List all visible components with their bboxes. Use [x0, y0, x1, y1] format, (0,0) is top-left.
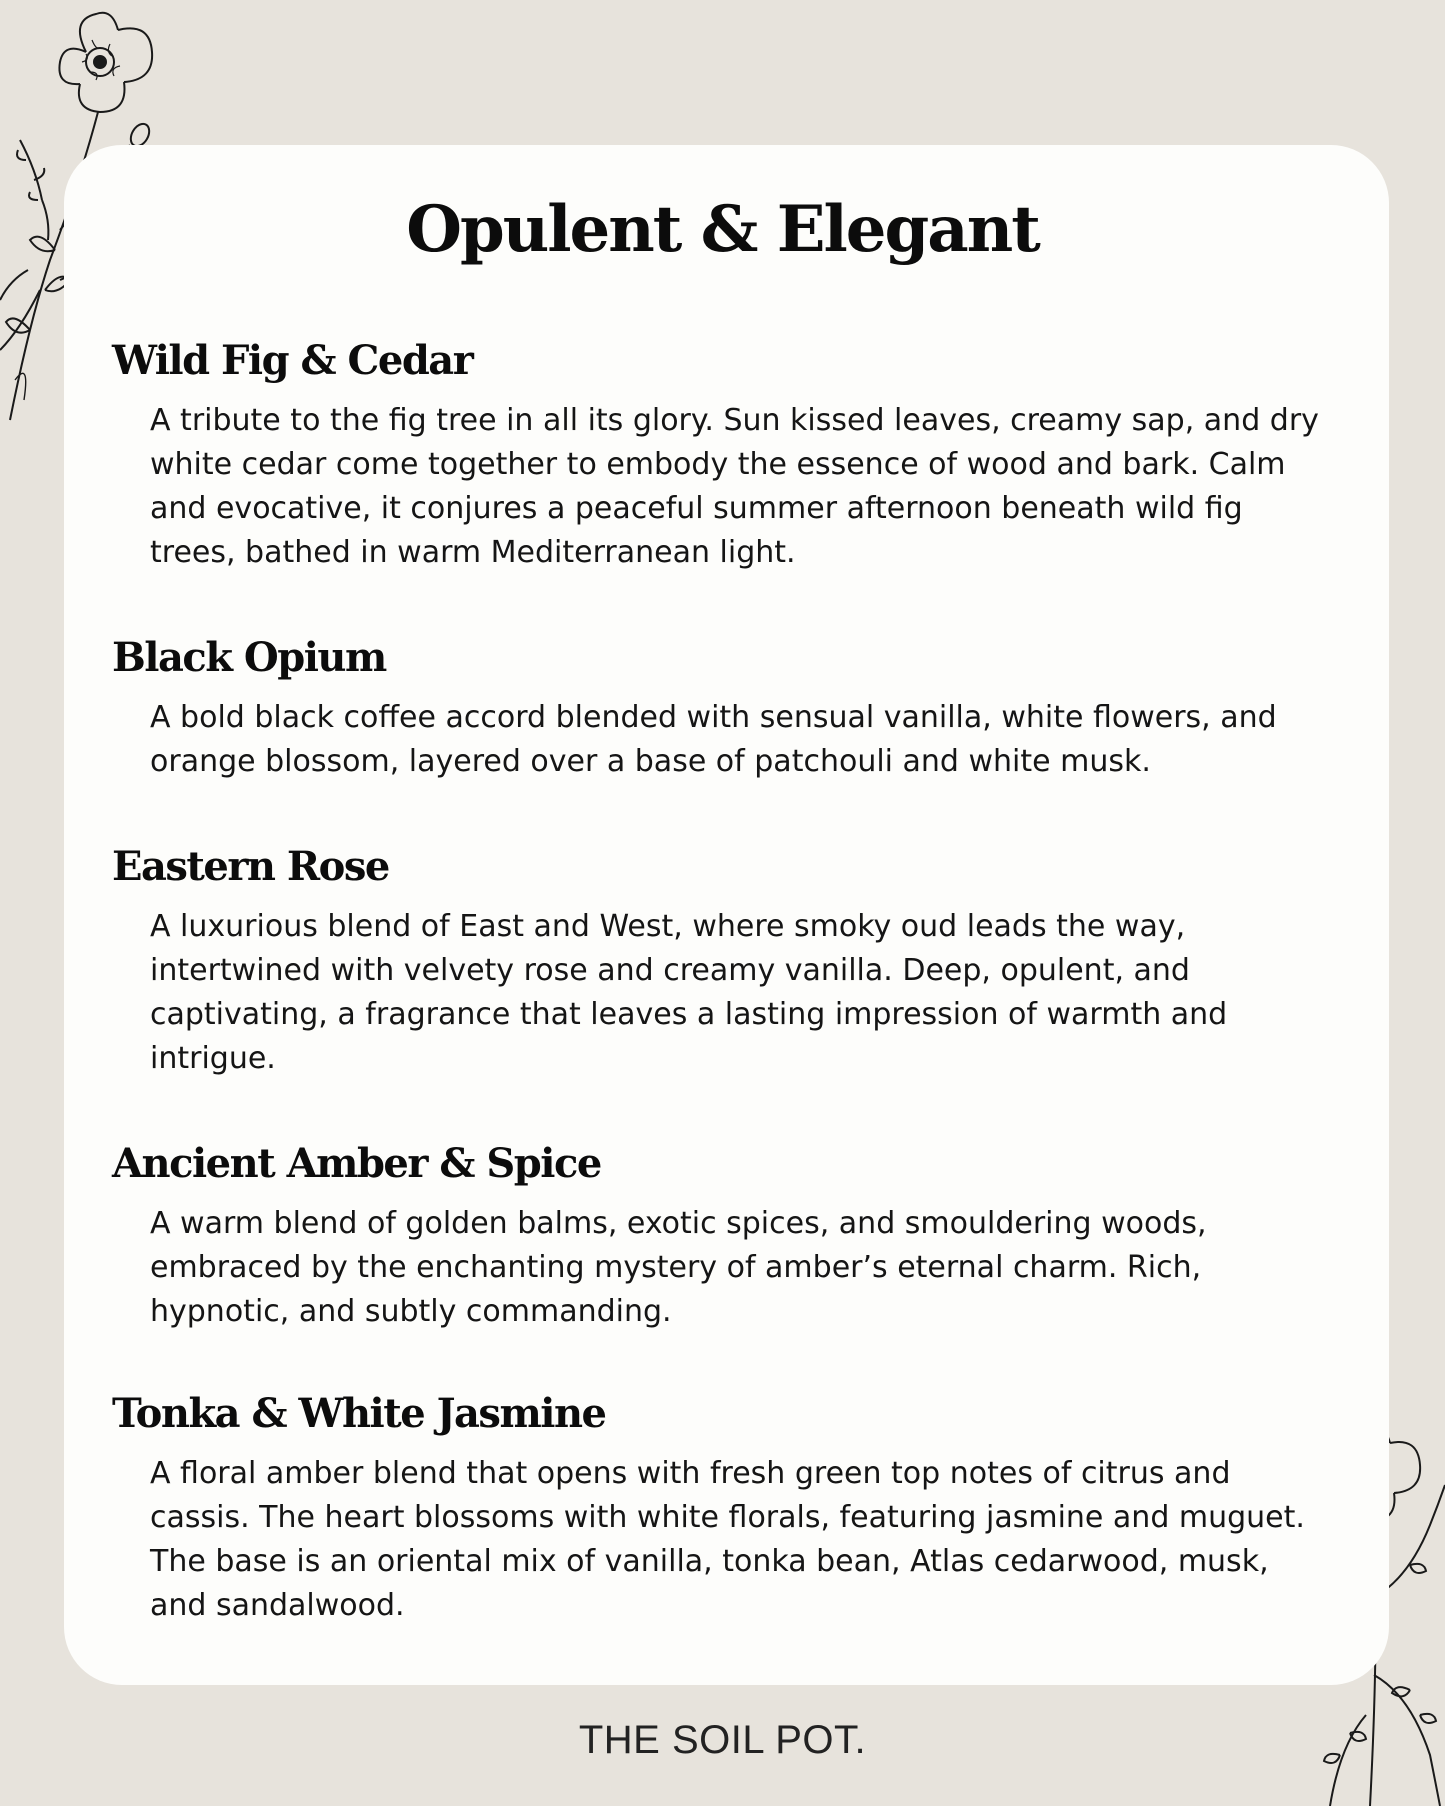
- scent-description: A bold black coffee accord blended with sensual vanilla, white flowers, and orange blossom, layered over a base of patchouli and white musk.: [150, 700, 1277, 779]
- scent-section-ancient-amber-spice: [112, 1136, 1322, 1334]
- scent-heading: Eastern Rose: [112, 843, 389, 890]
- scent-description: A luxurious blend of East and West, where smoky oud leads the way, intertwined with velvety rose and creamy vanilla. Deep, opulent, and captivating, a fragrance that leaves a lasting impression of warmth and intrigue.: [150, 909, 1228, 1076]
- page-title: Opulent & Elegant: [406, 192, 1039, 267]
- scent-section-wild-fig-cedar: [112, 333, 1322, 575]
- scent-section-eastern-rose: [112, 839, 1322, 1081]
- scent-heading: Ancient Amber & Spice: [112, 1140, 601, 1187]
- scent-section-tonka-white-jasmine: [112, 1386, 1322, 1628]
- scent-heading: Wild Fig & Cedar: [112, 337, 473, 384]
- scent-description: A floral amber blend that opens with fresh green top notes of citrus and cassis. The heart blossoms with white florals, featuring jasmine and muguet. The base is an oriental mix of vanilla, tonka bean, Atlas cedarwood, musk, and sandalwood.: [150, 1456, 1305, 1623]
- scent-heading: Tonka & White Jasmine: [112, 1390, 606, 1437]
- scent-section-black-opium: [112, 630, 1322, 784]
- scent-description: A warm blend of golden balms, exotic spices, and smouldering woods, embraced by the enchanting mystery of amber’s eternal charm. Rich, hypnotic, and subtly commanding.: [150, 1206, 1207, 1329]
- brand-footer: THE SOIL POT.: [578, 1718, 867, 1762]
- scent-heading: Black Opium: [112, 634, 386, 681]
- scent-description: A tribute to the fig tree in all its glory. Sun kissed leaves, creamy sap, and dry white cedar come together to embody the essence of wood and bark. Calm and evocative, it conjures a peaceful summer afternoon beneath wild fig trees, bathed in warm Mediterranean light.: [150, 403, 1319, 570]
